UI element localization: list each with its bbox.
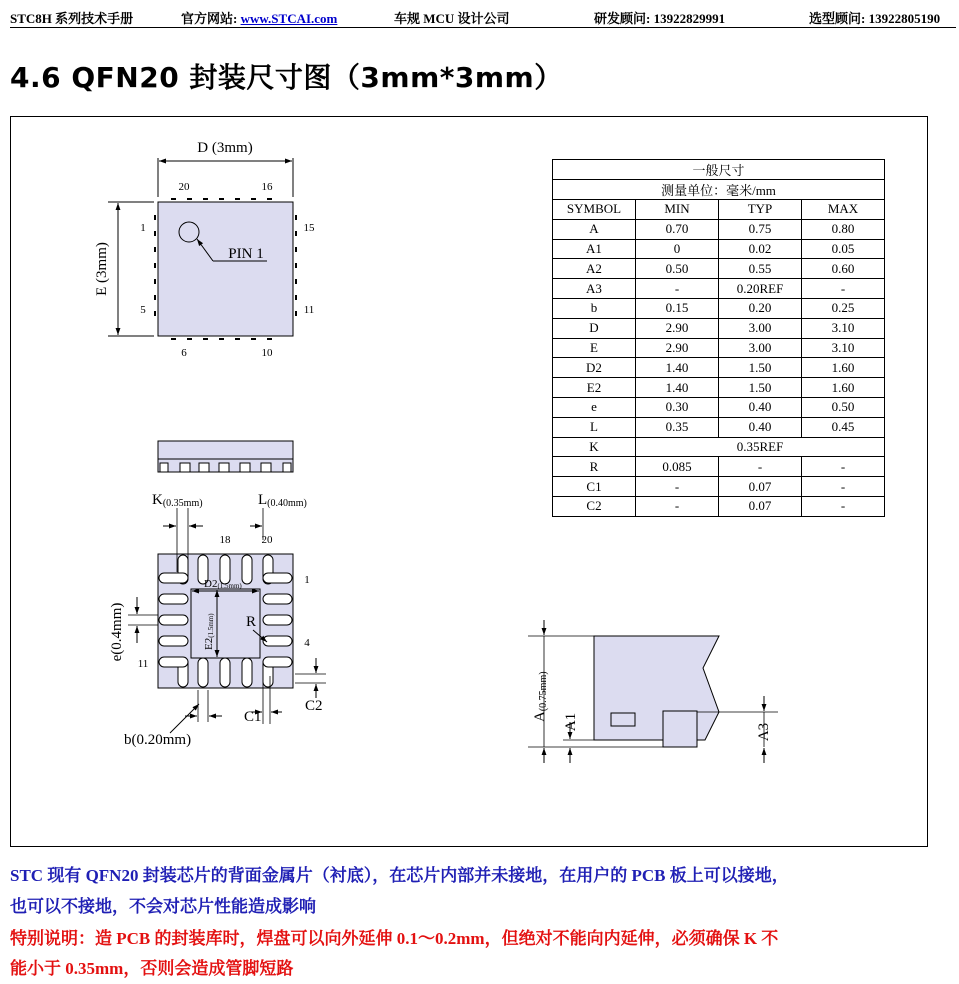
table-header-row bbox=[553, 200, 885, 220]
d2-value: (1.5mm) bbox=[217, 582, 242, 590]
side-view-small bbox=[158, 441, 293, 472]
l-label bbox=[258, 492, 307, 509]
package-body-top bbox=[158, 202, 293, 336]
b-label: b(0.20mm) bbox=[124, 732, 192, 748]
company-tagline: 车规 MCU 设计公司 bbox=[394, 11, 510, 26]
pin-num: 11 bbox=[137, 658, 149, 670]
table-cell: - bbox=[636, 496, 719, 516]
l-value: (0.40mm) bbox=[267, 498, 307, 509]
selection-contact: 选型顾问: 13922805190 bbox=[809, 11, 941, 26]
table-row bbox=[553, 477, 885, 497]
site-label: 官方网站: bbox=[181, 11, 241, 26]
a-label bbox=[532, 671, 549, 722]
table-cell: 1.40 bbox=[636, 378, 719, 398]
table-row bbox=[553, 219, 885, 239]
table-unit: 测量单位：毫米/mm bbox=[553, 180, 885, 200]
table-cell: 0.40 bbox=[719, 417, 802, 437]
pin-num: 20 bbox=[178, 181, 190, 193]
r-label: R bbox=[246, 614, 257, 630]
table-cell: 0.25 bbox=[802, 298, 885, 318]
table-cell: b bbox=[553, 298, 636, 318]
table-row bbox=[553, 259, 885, 279]
a-value: (0.75mm) bbox=[538, 671, 549, 712]
e-label: E (3mm) bbox=[94, 242, 110, 296]
table-row bbox=[553, 378, 885, 398]
pin-num: 18 bbox=[219, 534, 231, 546]
c1-label: C1 bbox=[244, 709, 262, 725]
table-cell: A1 bbox=[553, 239, 636, 259]
table-cell: 0.20REF bbox=[719, 279, 802, 299]
table-cell: 0.45 bbox=[802, 417, 885, 437]
table-cell: 1.40 bbox=[636, 358, 719, 378]
pin-num: 20 bbox=[261, 534, 273, 546]
table-cell: E2 bbox=[553, 378, 636, 398]
table-cell: 0.75 bbox=[719, 219, 802, 239]
table-cell: - bbox=[802, 279, 885, 299]
site-link[interactable]: www.STCAI.com bbox=[240, 11, 338, 26]
column-header: SYMBOL bbox=[553, 200, 636, 220]
pin-num: 15 bbox=[303, 222, 315, 234]
a1-label: A1 bbox=[563, 712, 579, 732]
table-cell: 3.00 bbox=[719, 318, 802, 338]
pin1-label: PIN 1 bbox=[228, 246, 264, 262]
table-cell: 0 bbox=[636, 239, 719, 259]
bottom-view bbox=[109, 492, 326, 748]
table-row bbox=[553, 457, 885, 477]
pin-num: 1 bbox=[140, 222, 146, 234]
a-symbol: A bbox=[532, 711, 548, 722]
table-cell: - bbox=[719, 457, 802, 477]
table-cell: L bbox=[553, 417, 636, 437]
k-symbol: K bbox=[152, 492, 163, 508]
table-cell: A3 bbox=[553, 279, 636, 299]
table-row bbox=[553, 298, 885, 318]
side-section-view bbox=[528, 620, 778, 763]
table-cell: 0.80 bbox=[802, 219, 885, 239]
table-cell: C2 bbox=[553, 496, 636, 516]
table-cell: 3.10 bbox=[802, 318, 885, 338]
table-cell: D bbox=[553, 318, 636, 338]
table-cell: 0.15 bbox=[636, 298, 719, 318]
column-header: TYP bbox=[719, 200, 802, 220]
top-view bbox=[94, 140, 315, 359]
note-substrate-2: 也可以不接地，不会对芯片性能造成影响 bbox=[10, 897, 316, 916]
pin-num: 1 bbox=[304, 574, 310, 586]
table-cell: R bbox=[553, 457, 636, 477]
e2-value: (1.5mm) bbox=[207, 613, 215, 638]
table-cell: - bbox=[636, 477, 719, 497]
table-cell: 0.50 bbox=[636, 259, 719, 279]
pin-num: 16 bbox=[261, 181, 273, 193]
lead-section bbox=[663, 711, 697, 747]
table-cell: E bbox=[553, 338, 636, 358]
rd-contact: 研发顾问: 13922829991 bbox=[594, 11, 726, 26]
table-cell: C1 bbox=[553, 477, 636, 497]
table-cell: 2.90 bbox=[636, 318, 719, 338]
table-cell: - bbox=[802, 457, 885, 477]
l-symbol: L bbox=[258, 492, 268, 508]
section-title: 4.6 QFN20 封装尺寸图（3mm*3mm） bbox=[10, 61, 563, 94]
column-header: MAX bbox=[802, 200, 885, 220]
column-header: MIN bbox=[636, 200, 719, 220]
pin-num: 6 bbox=[181, 347, 187, 359]
table-cell: e bbox=[553, 397, 636, 417]
a3-label: A3 bbox=[756, 722, 772, 742]
table-cell: - bbox=[636, 279, 719, 299]
table-cell: 3.10 bbox=[802, 338, 885, 358]
note-substrate-1: STC 现有 QFN20 封装芯片的背面金属片（衬底），在芯片内部并未接地，在用户的 PCB 板上可以接地， bbox=[10, 866, 789, 885]
table-cell: 0.70 bbox=[636, 219, 719, 239]
dimension-table bbox=[552, 159, 885, 517]
table-cell: 0.07 bbox=[719, 477, 802, 497]
table-cell: 0.35REF bbox=[636, 437, 885, 457]
note-warning-1: 特别说明：造 PCB 的封装库时，焊盘可以向外延伸 0.1～0.2mm，但绝对不能向内延伸，必须确保 K 不 bbox=[10, 929, 779, 948]
pin-num: 11 bbox=[303, 304, 315, 316]
k-value: (0.35mm) bbox=[162, 498, 203, 509]
table-cell: D2 bbox=[553, 358, 636, 378]
table-cell: K bbox=[553, 437, 636, 457]
table-row bbox=[553, 397, 885, 417]
table-cell: - bbox=[802, 496, 885, 516]
k-label bbox=[152, 492, 203, 509]
table-row bbox=[553, 358, 885, 378]
table-cell: 0.20 bbox=[719, 298, 802, 318]
table-cell: 3.00 bbox=[719, 338, 802, 358]
table-row bbox=[553, 417, 885, 437]
table-cell: A bbox=[553, 219, 636, 239]
table-cell: 1.60 bbox=[802, 378, 885, 398]
table-row bbox=[553, 437, 885, 457]
table-cell: 0.40 bbox=[719, 397, 802, 417]
e-pitch-label: e(0.4mm) bbox=[109, 602, 125, 662]
table-cell: 0.60 bbox=[802, 259, 885, 279]
table-cell: 1.60 bbox=[802, 358, 885, 378]
e2-symbol: E2 bbox=[203, 637, 215, 650]
table-row bbox=[553, 496, 885, 516]
table-cell: 0.05 bbox=[802, 239, 885, 259]
table-cell: 1.50 bbox=[719, 358, 802, 378]
table-cell: 0.07 bbox=[719, 496, 802, 516]
d-label: D (3mm) bbox=[197, 140, 253, 156]
pin-num: 5 bbox=[140, 304, 146, 316]
table-row bbox=[553, 279, 885, 299]
table-row bbox=[553, 318, 885, 338]
table-cell: 0.35 bbox=[636, 417, 719, 437]
table-row bbox=[553, 239, 885, 259]
table-title: 一般尺寸 bbox=[553, 160, 885, 180]
table-cell: - bbox=[802, 477, 885, 497]
c2-label: C2 bbox=[305, 698, 323, 714]
pin-num: 10 bbox=[261, 347, 273, 359]
table-cell: 0.50 bbox=[802, 397, 885, 417]
table-cell: 0.02 bbox=[719, 239, 802, 259]
table-cell: 0.085 bbox=[636, 457, 719, 477]
manual-title: STC8H 系列技术手册 bbox=[10, 11, 134, 26]
d2-symbol: D2 bbox=[204, 578, 218, 590]
table-row bbox=[553, 338, 885, 358]
note-warning-2: 能小于 0.35mm，否则会造成管脚短路 bbox=[10, 959, 294, 978]
pin-num: 4 bbox=[304, 637, 310, 649]
table-cell: A2 bbox=[553, 259, 636, 279]
table-cell: 2.90 bbox=[636, 338, 719, 358]
table-cell: 1.50 bbox=[719, 378, 802, 398]
table-cell: 0.55 bbox=[719, 259, 802, 279]
table-cell: 0.30 bbox=[636, 397, 719, 417]
